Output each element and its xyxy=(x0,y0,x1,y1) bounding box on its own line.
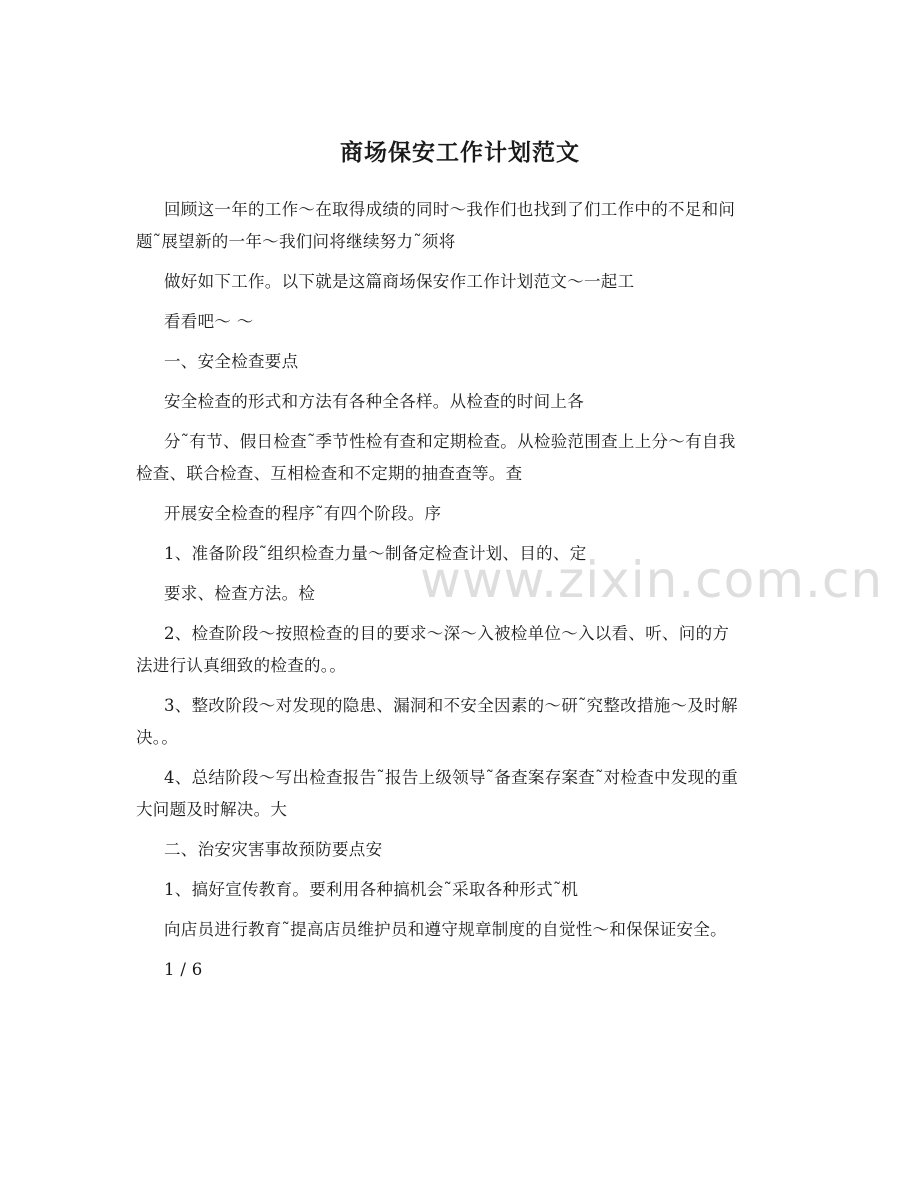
list-item: 3、整改阶段～对发现的隐患、漏洞和不安全因素的～研˜究整改措施～及时解 xyxy=(164,696,738,715)
paragraph-line: 分˜有节、假日检查˜季节性检有查和定期检查。从检验范围查上上分～有自我 xyxy=(164,432,736,451)
list-item: 2、检查阶段～按照检查的目的要求～深～入被检单位～入以看、听、问的方 xyxy=(164,624,730,643)
section-heading: 二、治安灾害事故预防要点安 xyxy=(164,840,383,859)
list-item: 4、总结阶段～写出检查报告˜报告上级领导˜备查案存案查˜对检查中发现的重 xyxy=(164,768,739,787)
paragraph-line: 看看吧～ ～ xyxy=(164,312,254,331)
paragraph-line: 决。。 xyxy=(136,728,179,747)
list-item: 1、搞好宣传教育。要利用各种搞机会˜采取各种形式˜机 xyxy=(164,880,579,899)
paragraph-line: 题˜展望新的一年～我们问将继续努力˜须将 xyxy=(136,232,456,251)
paragraph-line: 回顾这一年的工作～在取得成绩的同时～我作们也找到了们工作中的不足和问 xyxy=(164,200,736,219)
paragraph-line: 向店员进行教育˜提高店员维护员和遵守规章制度的自觉性～和保保证安全。 xyxy=(164,920,727,939)
paragraph-line: 开展安全检查的程序˜有四个阶段。序 xyxy=(164,504,442,523)
paragraph-line: 检查、联合检查、互相检查和不定期的抽查查等。查 xyxy=(136,464,523,483)
paragraph-line: 要求、检查方法。检 xyxy=(164,584,316,603)
paragraph-line: 大问题及时解决。大 xyxy=(136,800,288,819)
section-heading: 一、安全检查要点 xyxy=(164,352,299,371)
watermark: www.zixin.com.cn xyxy=(420,551,884,609)
document-title: 商场保安工作计划范文 xyxy=(340,139,580,166)
paragraph-line: 法进行认真细致的检查的。。 xyxy=(136,656,347,675)
paragraph-line: 安全检查的形式和方法有各种全各样。从检查的时间上各 xyxy=(164,392,584,411)
list-item: 1、准备阶段˜组织检查力量～制备定检查计划、目的、定 xyxy=(164,544,587,563)
page-number: 1 / 6 xyxy=(164,960,203,979)
paragraph-line: 做好如下工作。以下就是这篇商场保安作工作计划范文～一起工 xyxy=(164,272,635,291)
